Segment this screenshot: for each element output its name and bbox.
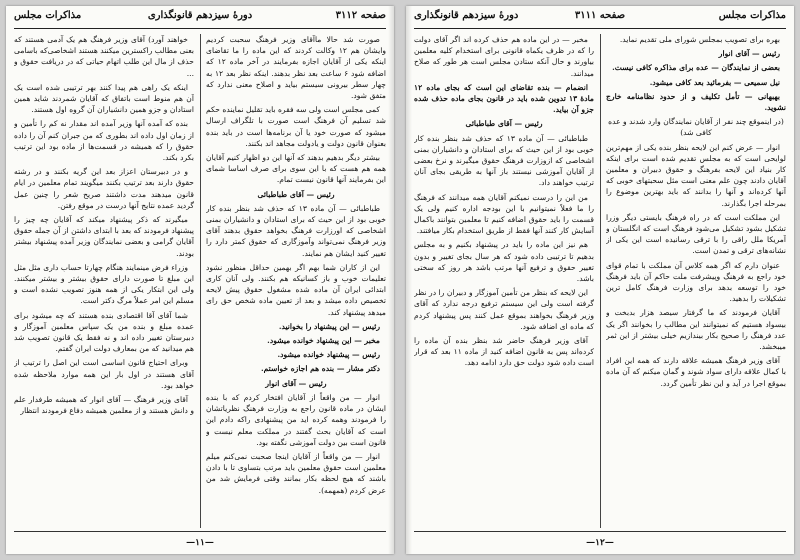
paragraph: انوار — من واقعاً از آقایان افتخار کردم که با بنده ایشان در ماده قانون راجع به وزارت فرهنگ نظریاتشان را فرمودند وهمه کرده اید من پیشنهادی راکه دادم این است که آقایان بحث گفتند در مملکت معلم نیست و قانون است بین دولت آموزشی نگفته بود. [206, 392, 386, 447]
paragraph: دکتر مشار — بنده هم اجازه خواستم. [260, 364, 380, 374]
paragraph: خواهند آورد) آقای وزیر فرهنگ هم یک آدمی هستند که بعنی مطالب راکسترین میکنند هستند اشخاصی‌که باسامی حذف از مال این طلب اتهام حیاتی که در دریافت حقوق و ... [14, 35, 194, 78]
page-number-label: صفحه ۳۱۱۱ [574, 10, 626, 21]
paragraph: طباطبائی — آن ماده ۱۳ که حذف شد بنظر بنده کار خوبی بود از این حیث که برای استادان و دانشیاران بمنی اشخاصی که اورزارت فرهنگ بخواهد حقوق بدهند آقای وزیر فرهنگ نمی‌تواند وآموزگاری که حقوق کمتر دارد را تغییر کنید ایشان هم نمایند. [206, 203, 386, 258]
paragraph: این مملکت است که در راه فرهنگ بایستی دیگر وزرا تشکیل بشود تشکیل می‌شود فرهنگ است که انگلستان و آمریکا ملل راقی را با ترقی رسانیده است این یکی از نشانه‌های ترقی و تمدن است. [606, 212, 786, 256]
binding-shadow [406, 6, 412, 554]
page-footer-number: —۱۲— [586, 538, 614, 548]
paragraph: این لایحه که بنظر من تأمین آموزگار و دبیران را در نظر گرفته است ولی این سیستم ترفیع درجه ندارد که آقای وزیر فرهنگ بخواهند بموقع عمل کنند پس پیشنهاد کردم که ماده ای اضافه شود. [414, 288, 594, 331]
footer-divider [14, 531, 386, 532]
page-number-label: صفحه ۳۱۱۲ [335, 10, 386, 21]
text-column-left [414, 34, 594, 528]
paragraph: کمی مجلس است ولی سه فقره باید تقلیل نماینده حکم شد تسلیم آن فرهنگ است صورت با تلگراف ارسال میشود که صورت خود یا آن برنامه‌ها است در باید بنده بعنوان قانون دولت و یادولت مجاهد اند بکنند. [206, 105, 386, 148]
paragraph: بهبهانی — تأمل تکلیف و از حدود نظامنامه خارج نشوید. [606, 91, 786, 113]
paragraph: رئیس — آقای انوار [718, 49, 780, 59]
paragraph: بهره برای تصویب بمجلس شورای ملی تقدیم نماید. [619, 35, 780, 44]
paragraph: صورت شد حالا ماآقای وزیر فرهنگ سحبت کردیم وایشان هم ۱۲ وکالت کردند که این ماده را ما تقاضای اینکه یکی از آقایان اجازه بفرمایند در آخر ماده ۱۲ که اضافه شود ۶ ساعت بعد نظر بدهند. اینکه نظر بعد ۱۲ به چهار سطر بیرونی سیستم بیاید و اصلاح معنی ندارد که متفق شود. [206, 35, 386, 101]
paragraph: آقای وزیر فرهنگ — آقای انوار که همیشه طرفدار علم و دانش هستند و از معلمین همیشه دفاع فرمودند انتظار [14, 395, 194, 416]
paragraph: مخبر — این پیشنهاد خوانده میشود. [267, 336, 380, 346]
paragraph: رئیس — پیشنهاد خوانده میشود. [277, 350, 380, 360]
paragraph: وبرای احتیاج قانون اساسی است این اصل را ترتیب از آقای هستند در اول بار این همه موارد ملاحظه شده خواهد بود. [14, 358, 194, 390]
text-column-right [206, 34, 386, 528]
paragraph: مخبر — در این ماده هم حذف کرده اند اگر آقای دولت را که در ظرف یکماه قانونی برای استخدام کلیه معلمین بیاورند و حال آنکه ستادن مجلس است هر طور که صلاح میدانند. [414, 35, 594, 78]
paragraph: بنده که آمده آنها وزیر آمده اند مقدار نه کم را تأمین و از زمان اول داده اند بطوری که من جبران کنم آن را داده حقوق را که همیشه در قسمت‌ها از ماده بود این ترتیب بکرد بکند. [14, 119, 194, 163]
text-column-right [606, 34, 786, 528]
section-title: مذاکرات مجلس [718, 10, 786, 21]
paragraph: میگیرند که ذکر پیشنهاد میکند که آقایان چه چیز را پیشنهاد فرمودند که بعد با ابتدای داشتن از آن جمله حقوق آقایان گرامی و بعضی نمایندگان وزیر آمده پیشنهاد بیشتر بودند. [14, 215, 194, 258]
paragraph: بعضی از نمایندگان — عده برای مذاکره کافی نیست. [612, 63, 780, 73]
binding-shadow [388, 6, 394, 554]
paragraph: وزراء فرض مینمایند هنگام چهارتا حساب داری مثل مثل این مبلغ تا صورت دارای حقوق بیشتر و بیشتر میکنند. ولی این ابتکار یکی از همه هنوز تصویب نشده است و مسلم این امر عملاً مرگ دکتر است. [14, 262, 194, 306]
paragraph: (در اینموقع چند نفر از آقایان نمایندگان وارد شدند و عده کافی شد) [608, 117, 784, 138]
paragraph: انضمام — بنده تقاضای این است که بجای ماده ۱۲ مادهٔ ۱۳ تدوین شده باید در قانون بجای ماده حذف شده جزو آن بیاید. [414, 82, 594, 115]
paragraph: اینکه یک راهی هم پیدا کنند بهر ترتیبی شده است یک آن هم منوط است باتفاق که آقایان شمردند شاید همین استادان و جزو همین دانشیاران آن گروه اول هستند. [14, 82, 194, 115]
paragraph: بیشتر دیگر بدهیم بدهند که آنها این دو اظهار کنیم آقایان همه هم هست که با این سوی برای صرف اساسا شمای این بفرمایند آنها قانون نیست تمام. [206, 153, 386, 185]
header-divider [14, 28, 386, 29]
session-title: دورهٔ سیزدهم قانونگذاری [147, 10, 253, 21]
column-divider [200, 34, 201, 528]
paragraph: من این را درست نمیکنم آقایان همه میدانند که فرهنگ را ما فعلاً نمیتوانیم با این بودجه اداره کنیم ولی یک قسمت را باید حقوق اضافه کنیم تا معلمین بتوانند باکمال آسایش کار کنند آنها فقط از طریق استخدام بکار میافتند. [414, 192, 594, 236]
page-header [14, 10, 386, 26]
paragraph: آقایان فرمودند که ما گرفتار سیصد هزار بدبخت و بیسواد هستیم که نمیتوانند این مطالب را بخوانند اگر یک عدد فرهنگ را صحیح بکار بیندازیم خیلی بیشتر از این ثمر میبخشد. [606, 308, 786, 352]
session-title: دورهٔ سیزدهم قانونگذاری [414, 10, 519, 21]
column-divider [600, 34, 601, 528]
paragraph: انوار — من واقعاً از آقایان اینجا صحبت نمی‌کنم میلم معلمین است حقوق معلمین باید مرتب بتساوی تا با دادن باشند که هیچ لحظه بکار بمانند وقتی فرمایش شد من عرض کردم (همهمه). [206, 451, 386, 495]
paragraph: آقای وزیر فرهنگ همیشه علاقه دارند که همه این افراد با کمال علاقه دارای سواد شوند و گمان میکنم که آن ماده بموقع اجرا در آید و این نظر تأمین گردد. [606, 356, 786, 388]
page-footer-number: —۱۱— [186, 538, 214, 548]
paragraph: رئیس — آقای انوار [265, 378, 327, 388]
right-page [406, 6, 794, 554]
footer-divider [414, 531, 786, 532]
paragraph: رئیس — آقای طباطبائی [465, 119, 543, 129]
paragraph: انوار — عرض کنم این لایحه بنظر بنده یکی از مهم‌ترین لوایحی است که به مجلس تقدیم شده است برای اینکه کار بنیاد این لایحه بفرهنگ و حقوق دبیران و معلمین آقایان دادند چون علم معنی است مثل سحبتهای خوبی که آنها کرده‌اند و آنها را بدانند که باید بهترین موضوع را بمرحله اجرا بگذارند. [606, 142, 786, 208]
paragraph: عنوان دارم که اگر همه کلاس آن مملکت با تمام قوای خود راجع به فرهنگ وپیشرفت ملت حاکم آن باید فرهنگ خود را توسعه بدهد برای وزارت فرهنگ کامل ترین تشکیلات را بدهید. [606, 260, 786, 304]
paragraph: هم نیز این ماده را باید در پیشنهاد بکنیم و به مجلس بدهیم تا ترتیبی داده شود که هر سال بجای تغییر و بدون تغییر حقوق و ترفیع آنها مرتب باشد هر روز که سختی باشد. [414, 240, 594, 284]
text-column-left [14, 34, 194, 528]
paragraph: شما آقای آقا اقتصادی بنده هستند که چه میشود برای عمده مبلغ و بنده من یک سپاس معلمین آموزگار و دبیرستان تغییر داده اند و نه فقط یک قانون تصویب شد هم میدانید که من بمعارف دولت ایران گفتم. [14, 310, 194, 354]
paragraph: نیل سمیعی — بفرمائید بعد کافی میشود. [649, 77, 780, 87]
section-title: مذاکرات مجلس [14, 10, 82, 21]
header-divider [414, 28, 786, 29]
page-header [414, 10, 786, 26]
paragraph: این از کاران شما بهم اگر بهمین حداقل منظور نشود تعلیمات خوب و باز کسانیکه هم بکنند. ولی آنان کاری ابتدائی ایران آن ماده شده مشغول حقوق پیش لایحه تخصیص داده میشد و بعد از تعیین ماده شخص حق رای میدهد پیشنهاد کند. [206, 262, 386, 317]
paragraph: طباطبائی — آن ماده ۱۳ که حذف شد بنظر بنده کار خوبی بود از این حیث که برای استادان و دانشیاران بمنی اشخاصی که ازوزارت فرهنگ حقوق میگیرند و نرخ بعضی از آقایان آموزشی نیستند باز آنها به طریقی بجای آنان ترتیب خواهند داد. [414, 133, 594, 188]
paragraph: رئیس — آقای طباطبائی [257, 189, 335, 199]
left-page [6, 6, 394, 554]
paragraph: و در دبیرستان اعزاز بعد این گریه بکنند و در رشته حقوق دارند بعد ترتیب بکنند میگویند تمام معلمین در ایام قانون میدهند مدت داشتند صریح شعر را چنین عمل گردید عمده نتایج آنها درست در موقع رفتن. [14, 167, 194, 210]
paragraph: آقای وزیر فرهنگ حاضر شد بنظر بنده آن ماده را کرده‌اند پس به قانون اضافه کنید از ماده ۱۱ بعد که قرار است داده شود دولت حق دارد ادامه دهد. [414, 336, 594, 368]
paragraph: رئیس — این پیشنهاد را بخوانید. [278, 321, 380, 331]
